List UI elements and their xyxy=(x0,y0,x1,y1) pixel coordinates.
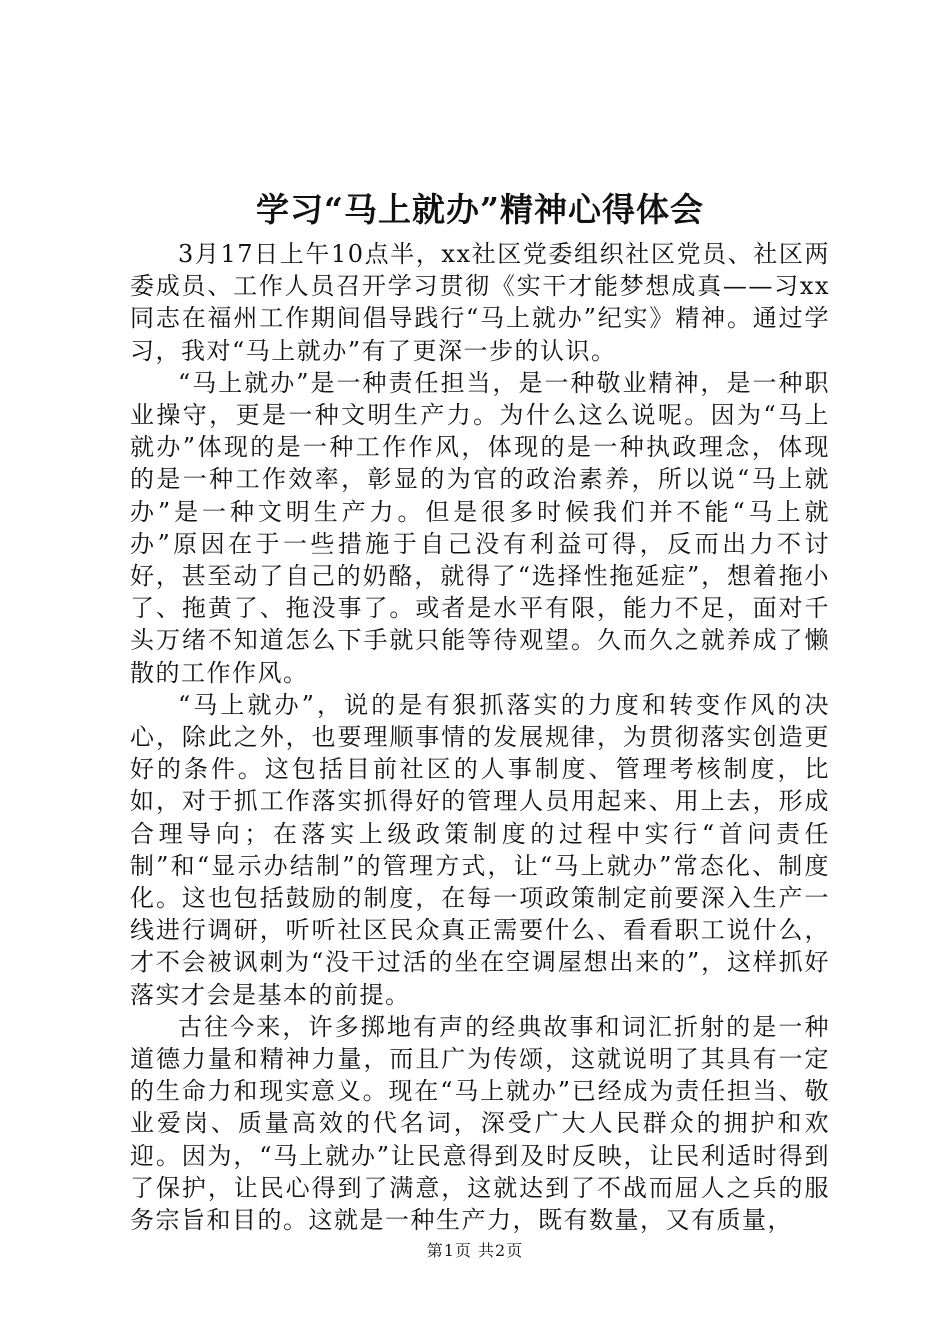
paragraph-2: “马上就办”是一种责任担当，是一种敬业精神，是一种职业操守，更是一种文明生产力。为什么这么说呢。因为“马上就办”体现的是一种工作作风，体现的是一种执政理念，体现的是一种工作效率，彰显的为官的政治素养，所以说“马上就办”是一种文明生产力。但是很多时候我们并不能“马上就办”原因在于一些措施于自己没有利益可得，反而出力不讨好，甚至动了自己的奶酪，就得了“选择性拖延症”，想着拖小了、拖黄了、拖没事了。或者是水平有限，能力不足，面对千头万绪不知道怎么下手就只能等待观望。久而久之就养成了懒散的工作作风。 xyxy=(130,368,830,687)
paragraph-1: 3月17日上午10点半，xx社区党委组织社区党员、社区两委成员、工作人员召开学习贯彻《实干才能梦想成真——习xx同志在福州工作期间倡导践行“马上就办”纪实》精神。通过学习，我对“马上就办”有了更深一步的认识。 xyxy=(130,240,830,365)
document-title: 学习“马上就办”精神心得体会 xyxy=(256,190,704,229)
paragraph-3: “马上就办”，说的是有狠抓落实的力度和转变作风的决心，除此之外，也要理顺事情的发展规律，为贯彻落实创造更好的条件。这包括目前社区的人事制度、管理考核制度，比如，对于抓工作落实抓得好的管理人员用起来、用上去，形成合理导向；在落实上级政策制度的过程中实行“首问责任制”和“显示办结制”的管理方式，让“马上就办”常态化、制度化。这也包括鼓励的制度，在每一项政策制定前要深入生产一线进行调研，听听社区民众真正需要什么、看看职工说什么，才不会被讽刺为“没干过活的坐在空调屋想出来的”，这样抓好落实才会是基本的前提。 xyxy=(130,690,830,1009)
document-body xyxy=(130,238,830,1236)
page-number-footer: 第1页 共2页 xyxy=(426,1241,524,1260)
paragraph-4: 古往今来，许多掷地有声的经典故事和词汇折射的是一种道德力量和精神力量，而且广为传颂，这就说明了其具有一定的生命力和现实意义。现在“马上就办”已经成为责任担当、敬业爱岗、质量高效的代名词，深受广大人民群众的拥护和欢迎。因为，“马上就办”让民意得到及时反映，让民利适时得到了保护，让民心得到了满意，这就达到了不战而屈人之兵的服务宗旨和目的。这就是一种生产力，既有数量，又有质量， xyxy=(130,1012,830,1235)
